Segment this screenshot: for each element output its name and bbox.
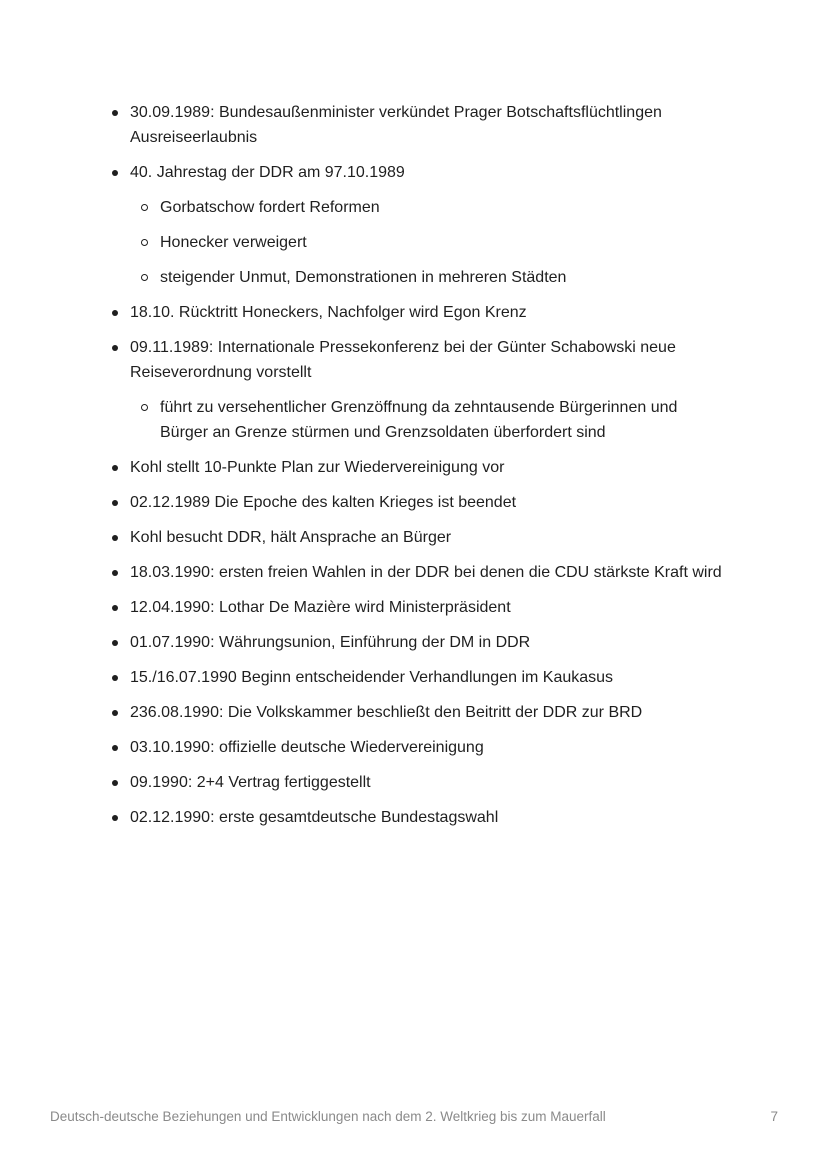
list-item-text: 18.03.1990: ersten freien Wahlen in der DDR bei denen die CDU stärkste Kraft wird: [130, 564, 722, 581]
list-item-text: 40. Jahrestag der DDR am 97.10.1989: [130, 164, 405, 181]
list-item: [106, 160, 726, 290]
list-item-text: 01.07.1990: Währungsunion, Einführung der DM in DDR: [130, 634, 531, 651]
list-item-text: 09.11.1989: Internationale Pressekonferenz bei der Günter Schabowski neue Reiseverordnung vorstellt: [130, 339, 676, 381]
bullet-icon: [112, 710, 118, 716]
sub-list: [130, 195, 726, 290]
bullet-icon: [112, 170, 118, 176]
bullet-icon: [112, 570, 118, 576]
list-item-text: Kohl stellt 10-Punkte Plan zur Wiedervereinigung vor: [130, 459, 505, 476]
list-item: [106, 490, 726, 515]
sub-list-item-text: Honecker verweigert: [160, 234, 307, 251]
sub-list-item-text: Gorbatschow fordert Reformen: [160, 199, 380, 216]
list-item: [106, 805, 726, 830]
list-item: [106, 455, 726, 480]
sub-list-item: [130, 265, 726, 290]
bullet-icon: [112, 605, 118, 611]
list-item: [106, 735, 726, 760]
bullet-icon: [112, 310, 118, 316]
sub-list: [130, 395, 726, 445]
bullet-icon: [112, 640, 118, 646]
list-item-text: 09.1990: 2+4 Vertrag fertiggestellt: [130, 774, 371, 791]
list-item-text: 02.12.1989 Die Epoche des kalten Krieges ist beendet: [130, 494, 517, 511]
sub-list-item-text: führt zu versehentlicher Grenzöffnung da zehntausende Bürgerinnen und Bürger an Grenze stürmen und Grenzsoldaten überfordert sind: [160, 399, 678, 441]
sub-list-item: [130, 230, 726, 255]
bullet-icon: [112, 815, 118, 821]
sub-list-item: [130, 195, 726, 220]
hollow-bullet-icon: [141, 204, 148, 211]
bullet-icon: [112, 110, 118, 116]
bullet-icon: [112, 675, 118, 681]
bullet-icon: [112, 465, 118, 471]
list-item-text: 15./16.07.1990 Beginn entscheidender Verhandlungen im Kaukasus: [130, 669, 614, 686]
bullet-icon: [112, 745, 118, 751]
list-item-text: 236.08.1990: Die Volkskammer beschließt den Beitritt der DDR zur BRD: [130, 704, 643, 721]
list-item-text: 02.12.1990: erste gesamtdeutsche Bundestagswahl: [130, 809, 499, 826]
footer-title: Deutsch-deutsche Beziehungen und Entwicklungen nach dem 2. Weltkrieg bis zum Mauerfall: [50, 1109, 606, 1124]
list-item: [106, 100, 726, 150]
bullet-icon: [112, 535, 118, 541]
hollow-bullet-icon: [141, 274, 148, 281]
bullet-icon: [112, 345, 118, 351]
timeline-list: [106, 100, 726, 830]
list-item-text: 12.04.1990: Lothar De Mazière wird Ministerpräsident: [130, 599, 511, 616]
bullet-icon: [112, 500, 118, 506]
page-number: 7: [770, 1109, 778, 1124]
document-body: [106, 100, 726, 840]
list-item-text: Kohl besucht DDR, hält Ansprache an Bürger: [130, 529, 452, 546]
list-item: [106, 665, 726, 690]
sub-list-item-text: steigender Unmut, Demonstrationen in mehreren Städten: [160, 269, 567, 286]
list-item: [106, 700, 726, 725]
list-item: [106, 300, 726, 325]
list-item-text: 30.09.1989: Bundesaußenminister verkündet Prager Botschaftsflüchtlingen Ausreiseerlaubnis: [130, 104, 662, 146]
list-item-text: 03.10.1990: offizielle deutsche Wiedervereinigung: [130, 739, 484, 756]
bullet-icon: [112, 780, 118, 786]
page-footer: [50, 1109, 778, 1124]
sub-list-item: [130, 395, 726, 445]
list-item: [106, 560, 726, 585]
hollow-bullet-icon: [141, 404, 148, 411]
hollow-bullet-icon: [141, 239, 148, 246]
list-item-text: 18.10. Rücktritt Honeckers, Nachfolger wird Egon Krenz: [130, 304, 527, 321]
list-item: [106, 630, 726, 655]
list-item: [106, 335, 726, 445]
list-item: [106, 525, 726, 550]
list-item: [106, 595, 726, 620]
list-item: [106, 770, 726, 795]
